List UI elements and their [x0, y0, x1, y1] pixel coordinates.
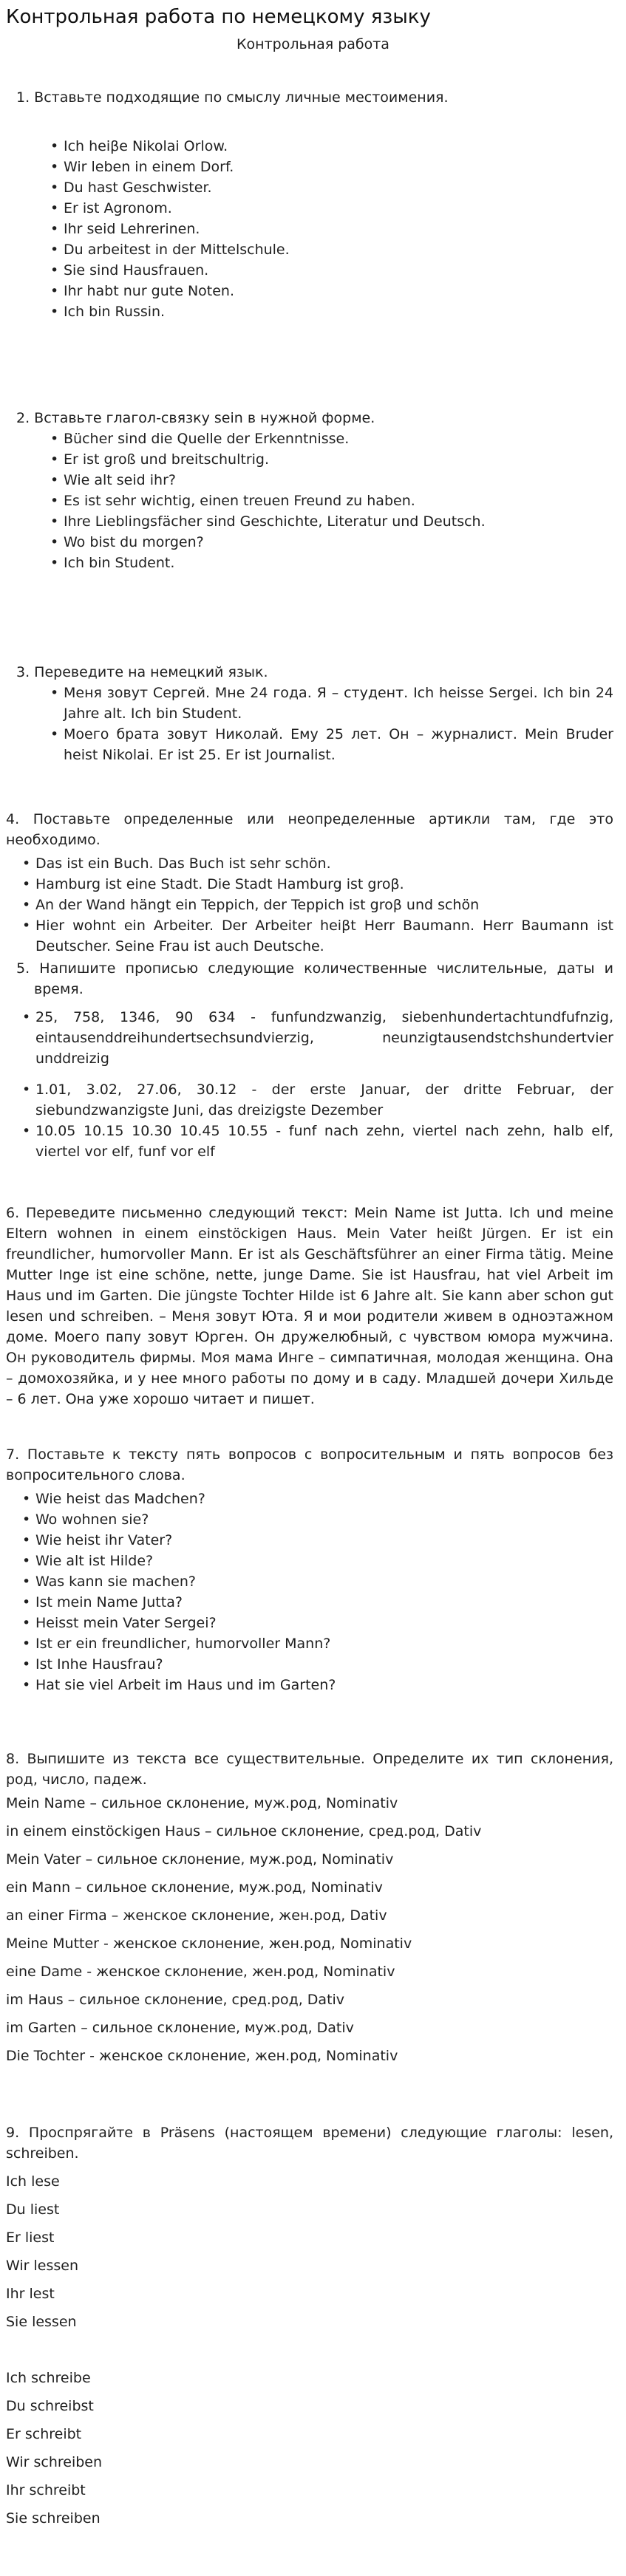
list-item: • Was kann sie machen? — [35, 1571, 626, 1592]
list-item: • Меня зовут Сергей. Мне 24 года. Я – студент. Ich heisse Sergei. Ich bin 24 Jahre alt. Ich bin Student. — [64, 683, 613, 724]
list-item: Sie lessen — [6, 2314, 77, 2330]
list-item: • An der Wand hängt ein Teppich, der Teppich ist groβ und schön — [35, 895, 613, 915]
conjugation-schreiben — [6, 2368, 626, 2529]
task-9-heading: 9. Проспрягайте в Präsens (настоящем времени) следующие глаголы: lesen, schreiben. — [6, 2125, 613, 2162]
list-item: • Du hast Geschwister. — [64, 177, 626, 198]
list-item: • Ihre Lieblingsfächer sind Geschichte, Literatur und Deutsch. — [64, 511, 626, 532]
list-item: • Wie alt ist Hilde? — [35, 1551, 626, 1571]
list-item: • Wo bist du morgen? — [64, 532, 626, 553]
list-item: Mein Name – сильное склонение, муж.род, Nominativ — [6, 1795, 398, 1811]
list-item: Wir lessen — [6, 2258, 78, 2274]
list-item: • Wir leben in einem Dorf. — [64, 157, 626, 177]
list-item: • Er ist groß und breitschultrig. — [64, 449, 626, 470]
task-8 — [0, 1749, 626, 2066]
list-item: ein Mann – сильное склонение, муж.род, Nominativ — [6, 1879, 383, 1896]
list-item: • 25, 758, 1346, 90 634 - funfundzwanzig, siebenhundertachtundfufnzig, eintausenddreihundertsechsundvierzig, neunzigtausendstchshundertvier unddreizig — [35, 1007, 613, 1069]
list-item: Sie schreiben — [6, 2510, 101, 2527]
list-item: Ihr schreibt — [6, 2482, 86, 2498]
task-9 — [0, 2122, 626, 2529]
page-title: Контрольная работа по немецкому языку — [6, 6, 431, 28]
list-item: Meine Mutter - женское склонение, жен.род, Nominativ — [6, 1936, 412, 1952]
task-2 — [0, 408, 626, 573]
task-6-text: 6. Переведите письменно следующий текст: Mein Name ist Jutta. Ich und meine Eltern wohnen in einem einstöckigen Haus. Mein Vater heißt Jürgen. Er ist ein freundlicher, humorvoller Mann. Er ist als Geschäftsführer an einer Firma tätig. Meine Mutter Inge ist eine schöne, nette, junge Dame. Sie ist Hausfrau, hat viel Arbeit im Haus und im Garten. Die jüngste Tochter Hilde ist 6 Jahre alt. Sie kann aber schon gut lesen und schreiben. – Меня зовут Юта. Я и мои родители живем в одноэтажном доме. Моего папу зовут Юрген. Он дружелюбный, с чувством юмора мужчина. Он руководитель фирмы. Моя мама Инге – симпатичная, молодая женщина. Она – домохозяйка, и у нее много работы по дому и в саду. Младшей дочери Хильде – 6 лет. Она уже хорошо читает и пишет. — [6, 1205, 613, 1407]
list-item: in einem einstöckigen Haus – сильное склонение, сред.род, Dativ — [6, 1823, 482, 1839]
task-2-heading: 2. Вставьте глагол-связку sein в нужной форме. — [16, 410, 375, 426]
list-item: • Ich heiβe Nikolai Orlow. — [64, 136, 626, 157]
list-item: • Hamburg ist eine Stadt. Die Stadt Hamburg ist groβ. — [35, 874, 613, 895]
task-4-heading: 4. Поставьте определенные или неопределенные артикли там, где это необходимо. — [6, 811, 613, 848]
list-item: im Garten – сильное склонение, муж.род, Dativ — [6, 2020, 354, 2036]
list-item: • Моего брата зовут Николай. Ему 25 лет. Он – журналист. Mein Bruder heist Nikolai. Er ist 25. Er ist Journalist. — [64, 724, 613, 765]
list-item: • Ist mein Name Jutta? — [35, 1592, 626, 1613]
list-item: • Bücher sind die Quelle der Erkenntnisse. — [64, 428, 626, 449]
list-item: • 10.05 10.15 10.30 10.45 10.55 - funf nach zehn, viertel nach zehn, halb elf, viertel vor elf, funf vor elf — [35, 1121, 613, 1162]
list-item: Du schreibst — [6, 2398, 94, 2414]
list-item: Mein Vater – сильное склонение, муж.род, Nominativ — [6, 1851, 394, 1868]
task-8-heading: 8. Выпишите из текста все существительные. Определите их тип склонения, род, число, падеж. — [6, 1751, 613, 1788]
task-7-heading: 7. Поставьте к тексту пять вопросов с вопросительным и пять вопросов без вопросительного слова. — [6, 1446, 613, 1483]
list-item: Du liest — [6, 2201, 60, 2218]
list-item: Ich schreibe — [6, 2370, 91, 2386]
task-3 — [0, 662, 626, 765]
task-4 — [0, 809, 626, 957]
list-item: • Er ist Agronom. — [64, 198, 626, 219]
list-item: • Wo wohnen sie? — [35, 1509, 626, 1530]
list-item: Ihr lest — [6, 2286, 55, 2302]
list-item: • Hier wohnt ein Arbeiter. Der Arbeiter heiβt Herr Baumann. Herr Baumann ist Deutscher. Seine Frau ist auch Deutsche. — [35, 915, 613, 957]
task-6 — [6, 1203, 613, 1410]
task-5-heading: 5. Напишите прописью следующие количественные числительные, даты и время. — [16, 960, 613, 997]
task-2-list — [64, 428, 626, 573]
list-item: Er liest — [6, 2230, 55, 2246]
page-subtitle: Контрольная работа — [237, 36, 389, 52]
list-item: • Ich bin Student. — [64, 553, 626, 573]
list-item: • Ihr seid Lehrerinen. — [64, 219, 626, 239]
list-item: Wir schreiben — [6, 2454, 103, 2470]
list-item: • Du arbeitest in der Mittelschule. — [64, 239, 626, 260]
list-item: • Ist Inhe Hausfrau? — [35, 1654, 626, 1675]
list-item: • Es ist sehr wichtig, einen treuen Freund zu haben. — [64, 491, 626, 511]
list-item: • Ihr habt nur gute Noten. — [64, 281, 626, 301]
list-item: • 1.01, 3.02, 27.06, 30.12 - der erste Januar, der dritte Februar, der siebundzwanzigste Juni, das dreizigste Dezember — [35, 1079, 613, 1121]
list-item: • Sie sind Hausfrauen. — [64, 260, 626, 281]
task-1-list — [64, 136, 626, 322]
task-7 — [0, 1444, 626, 1695]
list-item: • Hat sie viel Arbeit im Haus und im Garten? — [35, 1675, 626, 1695]
list-item: Er schreibt — [6, 2426, 82, 2442]
list-item: • Das ist ein Buch. Das Buch ist sehr schön. — [35, 853, 613, 874]
list-item: • Wie heist das Madchen? — [35, 1489, 626, 1509]
list-item: • Heisst mein Vater Sergei? — [35, 1613, 626, 1633]
conjugation-lesen — [6, 2171, 626, 2332]
list-item: • Wie heist ihr Vater? — [35, 1530, 626, 1551]
list-item: Ich lese — [6, 2173, 60, 2190]
task-1 — [0, 87, 626, 322]
list-item: eine Dame - женское склонение, жен.род, Nominativ — [6, 1964, 395, 1980]
task-3-heading: 3. Переведите на немецкий язык. — [16, 664, 268, 680]
list-item: Die Tochter - женское склонение, жен.род, Nominativ — [6, 2048, 398, 2064]
task-7-list — [35, 1489, 626, 1695]
list-item: • Ist er ein freundlicher, humorvoller Mann? — [35, 1633, 626, 1654]
list-item: • Ich bin Russin. — [64, 301, 626, 322]
task-5 — [0, 958, 626, 1162]
task-1-heading: 1. Вставьте подходящие по смыслу личные местоимения. — [16, 89, 449, 106]
task-3-list — [64, 683, 613, 765]
list-item: im Haus – сильное склонение, сред.род, Dativ — [6, 1992, 345, 2008]
task-5-list — [35, 1007, 613, 1162]
task-4-list — [35, 853, 613, 957]
list-item: • Wie alt seid ihr? — [64, 470, 626, 491]
task-8-list — [6, 1793, 626, 2066]
list-item: an einer Firma – женское склонение, жен.род, Dativ — [6, 1907, 387, 1924]
